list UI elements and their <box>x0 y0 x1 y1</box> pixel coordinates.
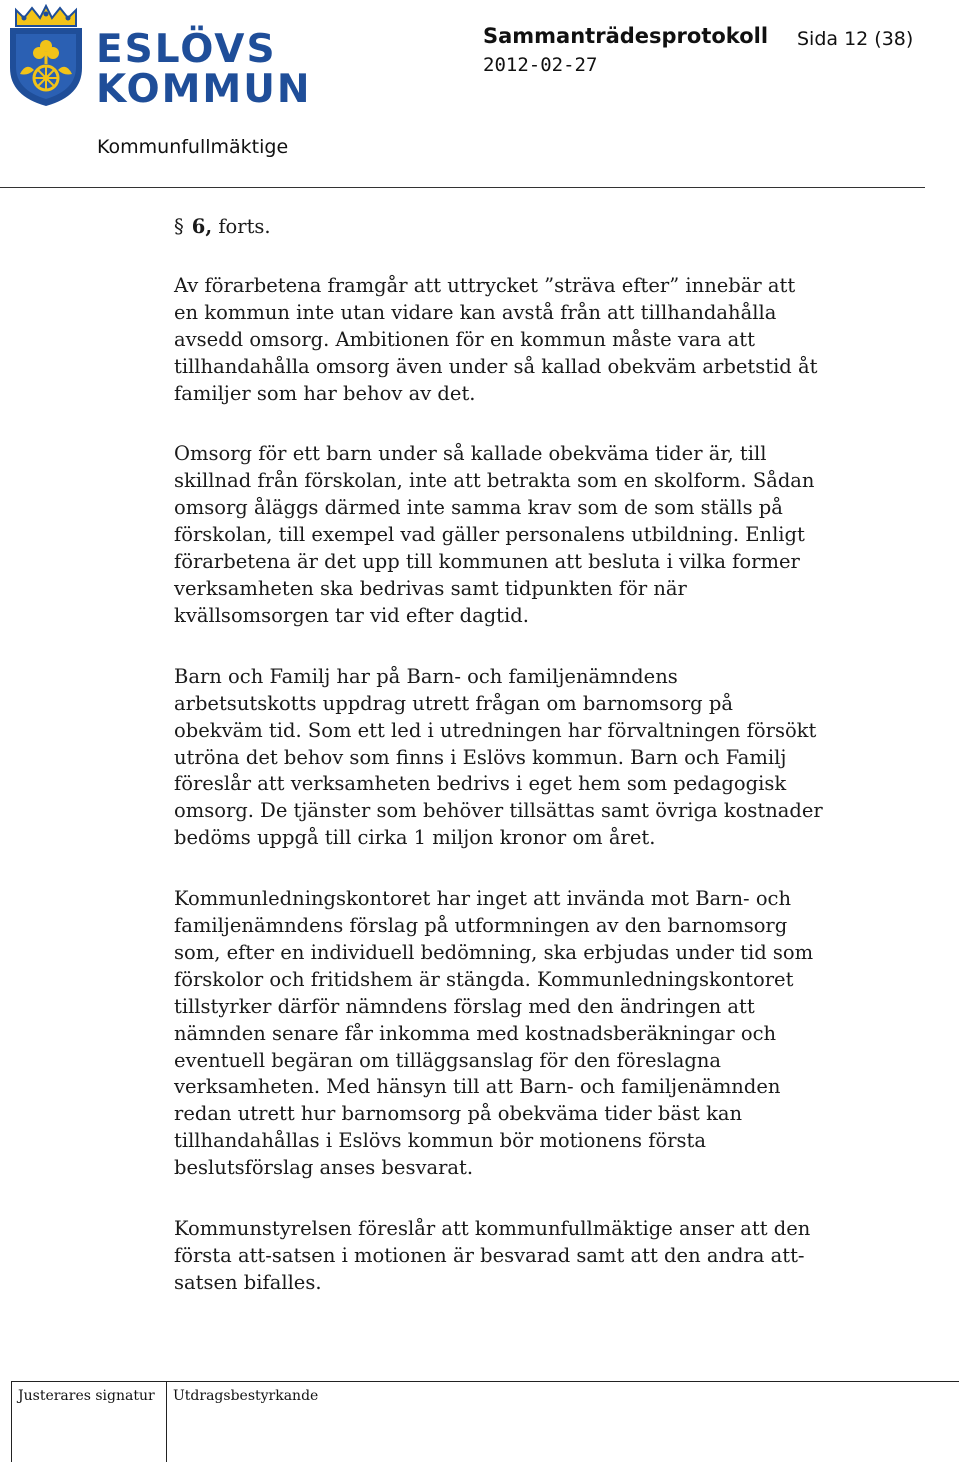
signature-cell <box>11 1382 167 1462</box>
body-paragraph: Av förarbetena framgår att uttrycket ”sträva efter” innebär att en kommun inte utan vidare kan avstå från att tillhandahålla avsedd omsorg. Ambitionen för en kommun måste vara att tillhandahålla omsorg även under så kallad obekväm arbetstid åt familjer som har behov av det. <box>174 273 818 405</box>
excerpt-cell <box>166 1382 960 1462</box>
section-suffix: forts. <box>218 215 271 238</box>
logo-wordmark <box>96 27 312 112</box>
page-number: Sida 12 (38) <box>797 28 914 50</box>
section-sign: § <box>174 215 184 238</box>
board-name: Kommunfullmäktige <box>97 136 289 158</box>
excerpt-label: Utdragsbestyrkande <box>173 1388 319 1404</box>
coat-of-arms-icon <box>6 4 86 108</box>
section-heading <box>174 214 824 241</box>
body-paragraph: Kommunstyrelsen föreslår att kommunfullmäktige anser att den första att-satsen i motionen är besvarad samt att den andra att-satsen bifalles. <box>174 1217 811 1294</box>
document-body <box>174 214 824 1331</box>
municipality-logo <box>6 4 312 112</box>
section-number: 6, <box>191 215 213 238</box>
signature-label: Justerares signatur <box>18 1388 155 1404</box>
logo-line-eslovs: ESLÖVS <box>96 27 277 72</box>
meeting-date: 2012-02-27 <box>483 54 598 76</box>
signature-footer <box>11 1381 959 1462</box>
header-divider <box>0 187 925 188</box>
document-title: Sammanträdesprotokoll <box>483 24 769 48</box>
logo-line-kommun: KOMMUN <box>96 67 312 112</box>
body-paragraph: Kommunledningskontoret har inget att invända mot Barn- och familjenämndens förslag på utformningen av den barnomsorg som, efter en individuell bedömning, ska erbjudas under tid som förskolor och fritidshem är stängda. Kommunledningskontoret tillstyrker därför nämndens förslag med den ändringen att nämnden senare får inkomma med kostnadsberäkningar och eventuell begäran om tilläggsanslag för den föreslagna verksamheten. Med hänsyn till att Barn- och familjenämnden redan utrett hur barnomsorg på obekväma tider bäst kan tillhandahållas i Eslövs kommun bör motionens första beslutsförslag anses besvarat. <box>174 887 814 1180</box>
body-paragraph: Omsorg för ett barn under så kallade obekväma tider är, till skillnad från förskolan, inte att betrakta som en skolform. Sådan omsorg åläggs därmed inte samma krav som de som ställs på förskolan, till exempel vad gäller personalens utbildning. Enligt förarbetena är det upp till kommunen att besluta i vilka former verksamheten ska bedrivas samt tidpunkten för när kvällsomsorgen tar vid efter dagtid. <box>174 442 815 627</box>
body-paragraph: Barn och Familj har på Barn- och familjenämndens arbetsutskotts uppdrag utrett frågan om barnomsorg på obekväm tid. Som ett led i utredningen har förvaltningen försökt utröna det behov som finns i Eslövs kommun. Barn och Familj föreslår att verksamheten bedrivs i eget hem som pedagogisk omsorg. De tjänster som behöver tillsättas samt övriga kostnader bedöms uppgå till cirka 1 miljon kronor om året. <box>174 664 823 850</box>
